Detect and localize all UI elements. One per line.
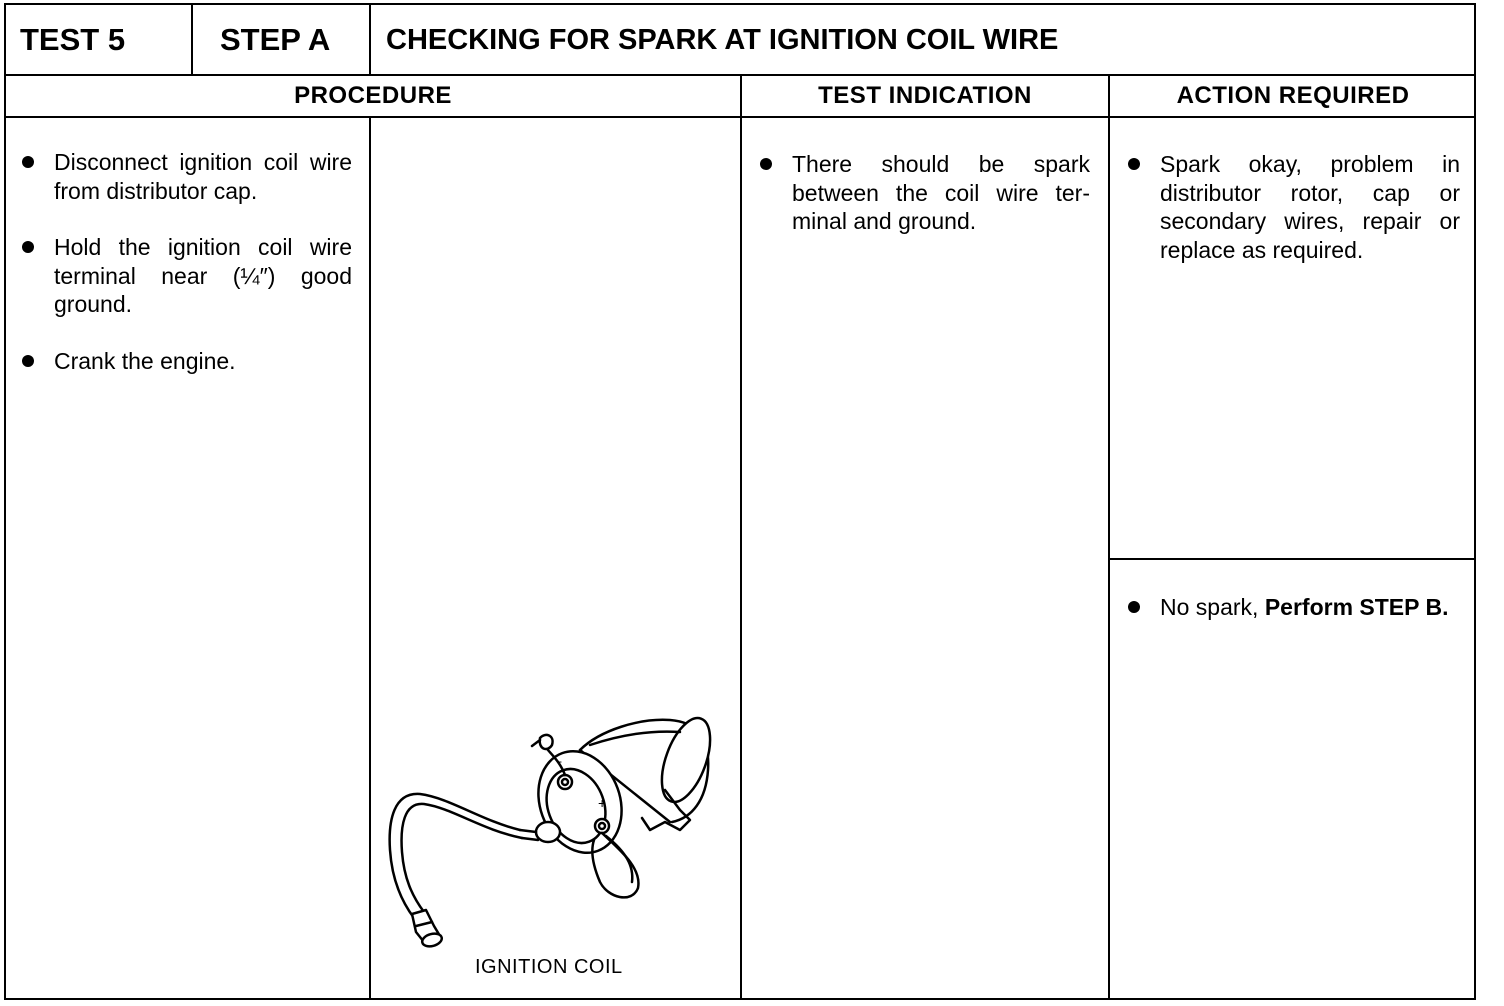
bullet-icon	[760, 158, 772, 170]
test-indication-header: TEST INDICATION	[818, 82, 1032, 109]
procedure-header: PROCEDURE	[294, 82, 452, 109]
action-spark-ok-list	[1126, 150, 1460, 292]
list-item: No spark, Perform STEP B.	[1126, 593, 1460, 622]
list-item: There should be spark between the coil wire terminal and ground.	[758, 150, 1090, 236]
rule-test-step	[191, 3, 193, 75]
svg-text:-: -	[558, 754, 562, 768]
page-title: CHECKING FOR SPARK AT IGNITION COIL WIRE	[386, 23, 1059, 56]
bullet-icon	[1128, 158, 1140, 170]
bullet-icon	[22, 156, 34, 168]
list-item: Disconnect ignition coil wire from distributor cap.	[20, 148, 352, 205]
bullet-icon	[22, 355, 34, 367]
step-label: STEP A	[220, 22, 331, 57]
figure-caption: IGNITION COIL	[475, 956, 623, 978]
bullet-icon	[22, 241, 34, 253]
rule-procedure-indication	[740, 75, 742, 1000]
procedure-list	[20, 148, 352, 403]
bullet-icon	[1128, 601, 1140, 613]
rule-indication-action	[1108, 75, 1110, 1000]
ignition-coil-illustration	[380, 690, 720, 950]
svg-text:+: +	[598, 795, 607, 811]
test-indication-list	[758, 150, 1090, 264]
rule-action-split	[1110, 558, 1476, 560]
rule-procedure-figure	[369, 116, 371, 1000]
list-item: Hold the ignition coil wire terminal near (¼″) good ground.	[20, 233, 352, 319]
action-required-header: ACTION REQUIRED	[1176, 82, 1410, 109]
action-no-spark-list	[1126, 593, 1460, 650]
perform-step-b-link: Perform STEP B.	[1264, 594, 1449, 620]
rule-step-title	[369, 3, 371, 75]
list-item: Crank the engine.	[20, 347, 352, 376]
test-number: TEST 5	[20, 22, 126, 57]
list-item: Spark okay, problem in distributor rotor, cap or secondary wires, repair or replace as required.	[1126, 150, 1460, 264]
